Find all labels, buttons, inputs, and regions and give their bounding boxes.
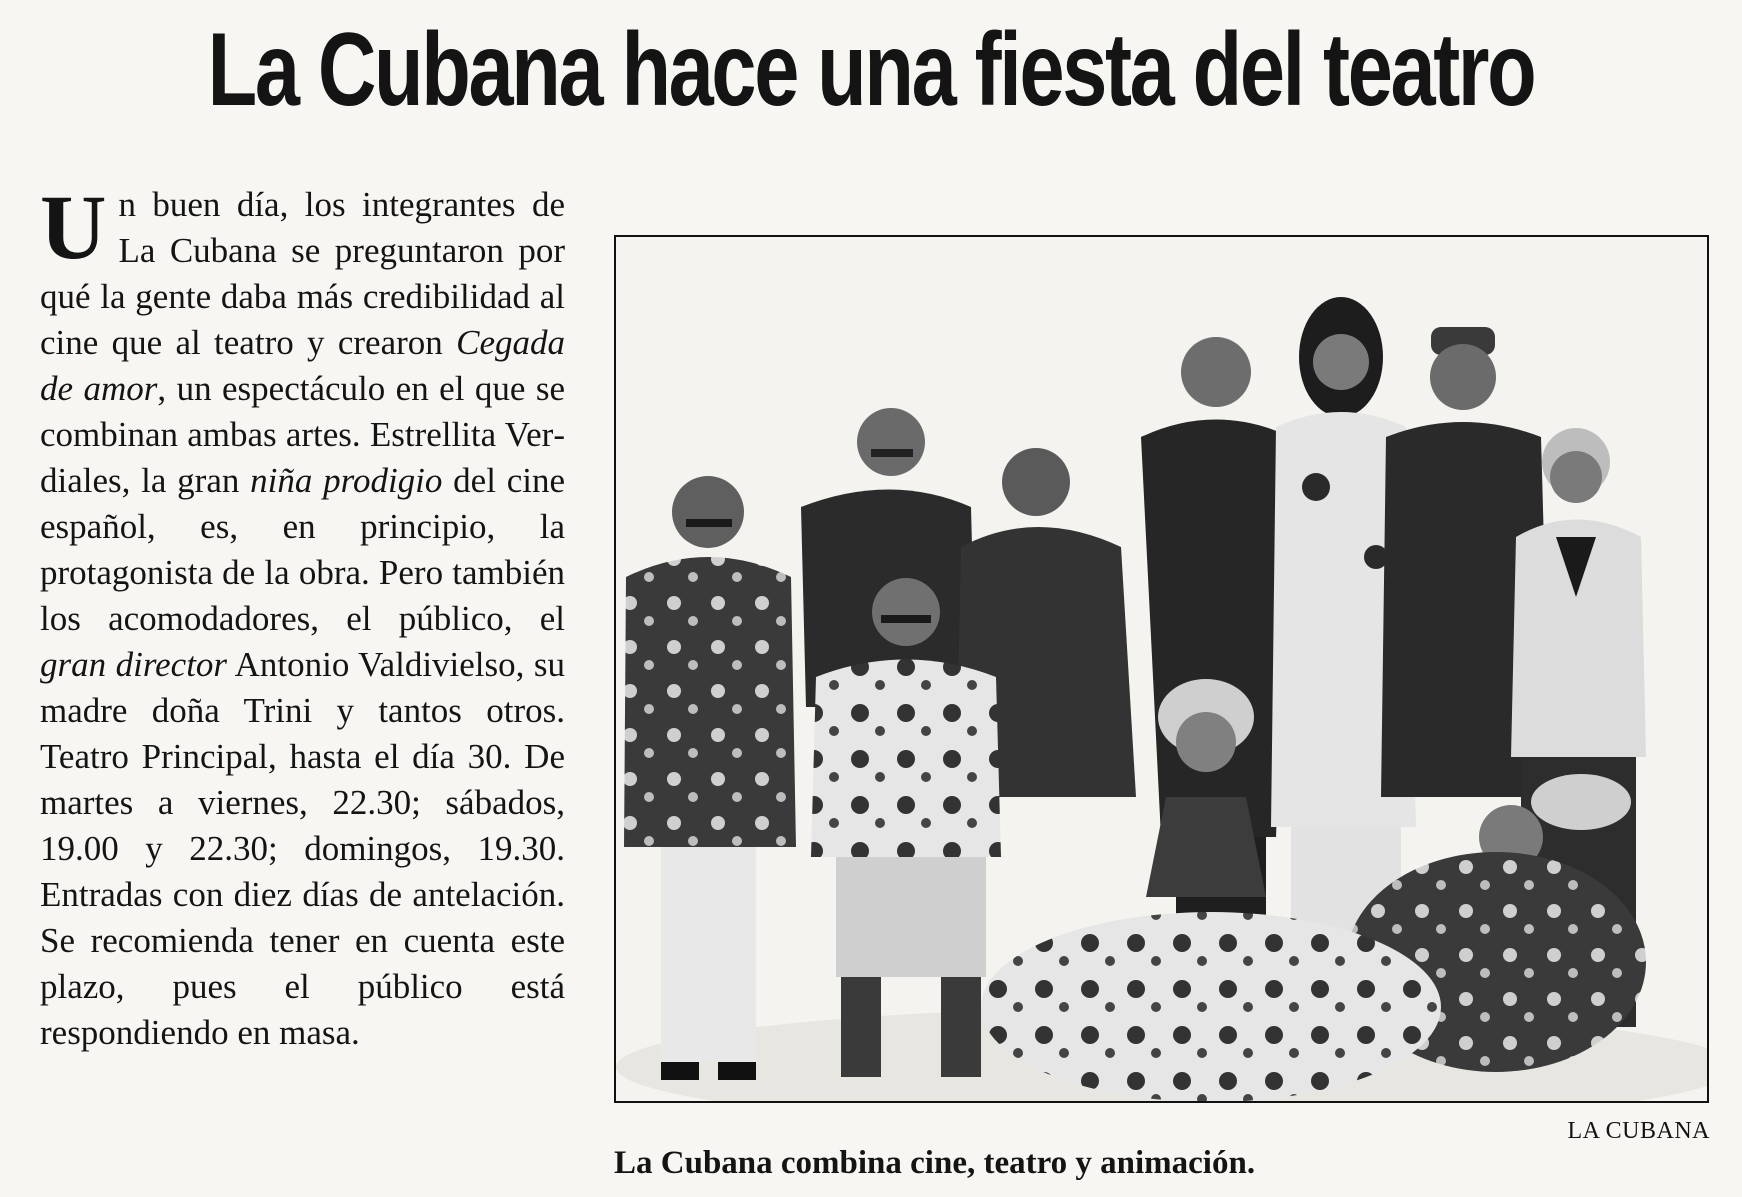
article-text-run: del cine español, es, en principio, la protagonista de la obra. Pero también los acomodadores, el público, el <box>40 461 565 638</box>
photo-credit: LA CUBANA <box>1567 1118 1710 1144</box>
article-text-run: n buen día, los integrantes de La Cubana se preguntaron por qué la gente daba más credibilidad al cine que al teatro y crearon <box>40 185 565 362</box>
article-italic-phrase: niña prodigio <box>250 461 443 500</box>
article-italic-phrase: gran director <box>40 645 228 684</box>
article-body <box>40 176 565 1056</box>
headline: La Cubana hace una fiesta del teatro <box>207 12 1535 128</box>
cast-photo <box>614 235 1709 1103</box>
article-text <box>40 176 565 1052</box>
article-italic-phrase: Cegada de amor <box>40 323 565 408</box>
article-text-run: , un espectáculo en el que se combinan ambas artes. Estrellita Verdiales, la gran <box>40 369 565 500</box>
cast-photo-illustration <box>616 237 1707 1101</box>
photo-caption: La Cubana combina cine, teatro y animación. <box>614 1145 1256 1181</box>
drop-cap: U <box>40 176 107 278</box>
article-text-run: Antonio Valdivielso, su madre doña Trini y tantos otros. Teatro Principal, hasta el día 30. De martes a viernes, 22.30; sábados, 19.00 y 22.30; domingos, 19.30. Entradas con diez días de antelación. Se recomienda tener en cuenta este plazo, pues el público está respondiendo en masa. <box>40 645 565 1052</box>
